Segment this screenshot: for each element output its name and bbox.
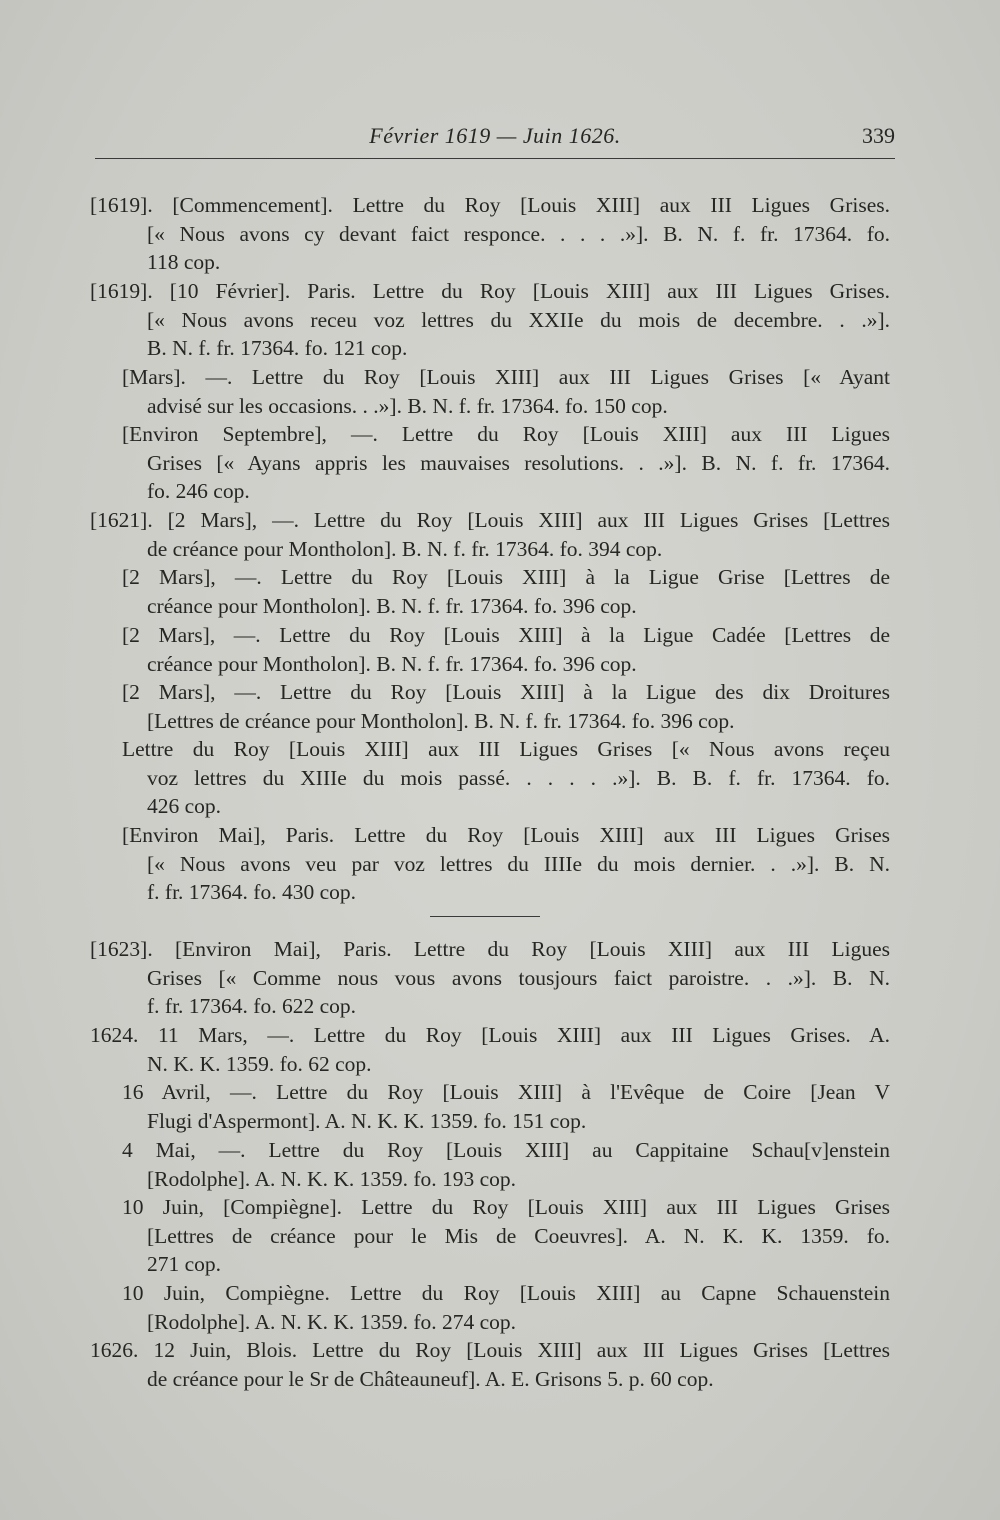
running-title: Février 1619 — Juin 1626. (369, 123, 621, 148)
entry (90, 1136, 890, 1193)
entry-line: 4 Mai, —. Lettre du Roy [Louis XIII] au Cappitaine Schau[v]enstein (122, 1138, 890, 1162)
entry (90, 678, 890, 735)
header-rule (95, 158, 895, 159)
entry (90, 821, 890, 907)
entry-line: voz lettres du XIIIe du mois passé. . . . . .»]. B. B. f. fr. 17364. fo. (147, 765, 890, 790)
entry-line: 426 cop. (147, 794, 222, 818)
entry-line: 271 cop. (147, 1252, 222, 1276)
entry-line: [2 Mars], —. Lettre du Roy [Louis XIII] à la Ligue Grise [Lettres de (122, 565, 890, 589)
entry-line: [2 Mars], —. Lettre du Roy [Louis XIII] à la Ligue Cadée [Lettres de (122, 623, 890, 647)
entry-line: [Lettres de créance pour Montholon]. B. N. f. fr. 17364. fo. 396 cop. (147, 708, 735, 733)
entry-line: [1619]. [10 Février]. Paris. Lettre du Roy [Louis XIII] aux III Ligues Grises. (90, 279, 890, 303)
entry (90, 1021, 890, 1078)
entry-line: fo. 246 cop. (147, 479, 250, 503)
section-separator (430, 916, 540, 917)
entry (90, 363, 890, 420)
entry (90, 191, 890, 277)
entry (90, 1078, 890, 1135)
entry (90, 1279, 890, 1336)
page-header (95, 123, 895, 157)
entry-line: Grises [« Ayans appris les mauvaises resolutions. . .»]. B. N. f. fr. 17364. (147, 450, 890, 475)
entry-line: 1626. 12 Juin, Blois. Lettre du Roy [Louis XIII] aux III Ligues Grises [Lettres (90, 1338, 890, 1362)
entry-line: [« Nous avons veu par voz lettres du IIIIe du mois dernier. . .»]. B. N. (147, 851, 890, 876)
entry-line: [Rodolphe]. A. N. K. K. 1359. fo. 274 cop. (147, 1309, 517, 1334)
entry (90, 420, 890, 506)
entry-line: f. fr. 17364. fo. 430 cop. (147, 880, 356, 904)
entry-line: [Environ Mai], Paris. Lettre du Roy [Louis XIII] aux III Ligues Grises (122, 823, 890, 847)
entry (90, 1336, 890, 1393)
entry-line: [Lettres de créance pour le Mis de Coeuvres]. A. N. K. K. 1359. fo. (147, 1223, 890, 1248)
entry (90, 935, 890, 1021)
entry-line: N. K. K. 1359. fo. 62 cop. (147, 1051, 372, 1076)
entry-line: créance pour Montholon]. B. N. f. fr. 17364. fo. 396 cop. (147, 651, 637, 676)
entry (90, 563, 890, 620)
entry-line: f. fr. 17364. fo. 622 cop. (147, 994, 356, 1018)
entry-line: advisé sur les occasions. . .»]. B. N. f. fr. 17364. fo. 150 cop. (147, 393, 668, 418)
entry-line: 10 Juin, Compiègne. Lettre du Roy [Louis XIII] au Capne Schauenstein (122, 1281, 890, 1305)
entry (90, 621, 890, 678)
entry-line: B. N. f. fr. 17364. fo. 121 cop. (147, 336, 408, 360)
entry-line: 10 Juin, [Compiègne]. Lettre du Roy [Louis XIII] aux III Ligues Grises (122, 1195, 890, 1219)
entry-line: [« Nous avons cy devant faict responce. . . . .»]. B. N. f. fr. 17364. fo. (147, 221, 890, 246)
entry-line: [« Nous avons receu voz lettres du XXIIe du mois de decembre. . .»]. (147, 307, 890, 332)
entry-line: Flugi d'Aspermont]. A. N. K. K. 1359. fo. 151 cop. (147, 1108, 587, 1133)
entry-line: de créance pour Montholon]. B. N. f. fr. 17364. fo. 394 cop. (147, 536, 663, 561)
entry-line: 118 cop. (147, 250, 221, 274)
page-number: 339 (862, 123, 895, 148)
entry (90, 735, 890, 821)
entry-line: [Rodolphe]. A. N. K. K. 1359. fo. 193 cop. (147, 1166, 517, 1191)
entry-line: [1623]. [Environ Mai], Paris. Lettre du Roy [Louis XIII] aux III Ligues (90, 937, 890, 961)
entry-line: [1619]. [Commencement]. Lettre du Roy [Louis XIII] aux III Ligues Grises. (90, 193, 890, 217)
entry-line: Grises [« Comme nous vous avons tousjours faict paroistre. . .»]. B. N. (147, 965, 890, 990)
entry-line: de créance pour le Sr de Châteauneuf]. A. E. Grisons 5. p. 60 cop. (147, 1366, 714, 1391)
entry-line: [Mars]. —. Lettre du Roy [Louis XIII] aux III Ligues Grises [« Ayant (122, 365, 890, 389)
entry-line: [Environ Septembre], —. Lettre du Roy [Louis XIII] aux III Ligues (122, 422, 890, 446)
entry (90, 506, 890, 563)
entry-line: 16 Avril, —. Lettre du Roy [Louis XIII] à l'Evêque de Coire [Jean V (122, 1080, 890, 1104)
entry-line: [1621]. [2 Mars], —. Lettre du Roy [Louis XIII] aux III Ligues Grises [Lettres (90, 508, 890, 532)
entry-line: 1624. 11 Mars, —. Lettre du Roy [Louis XIII] aux III Ligues Grises. A. (90, 1023, 890, 1047)
entry-line: créance pour Montholon]. B. N. f. fr. 17364. fo. 396 cop. (147, 593, 637, 618)
entry-line: [2 Mars], —. Lettre du Roy [Louis XIII] à la Ligue des dix Droitures (122, 680, 890, 704)
entry-line: Lettre du Roy [Louis XIII] aux III Ligues Grises [« Nous avons reçeu (122, 737, 890, 761)
entry (90, 1193, 890, 1279)
entry (90, 277, 890, 363)
